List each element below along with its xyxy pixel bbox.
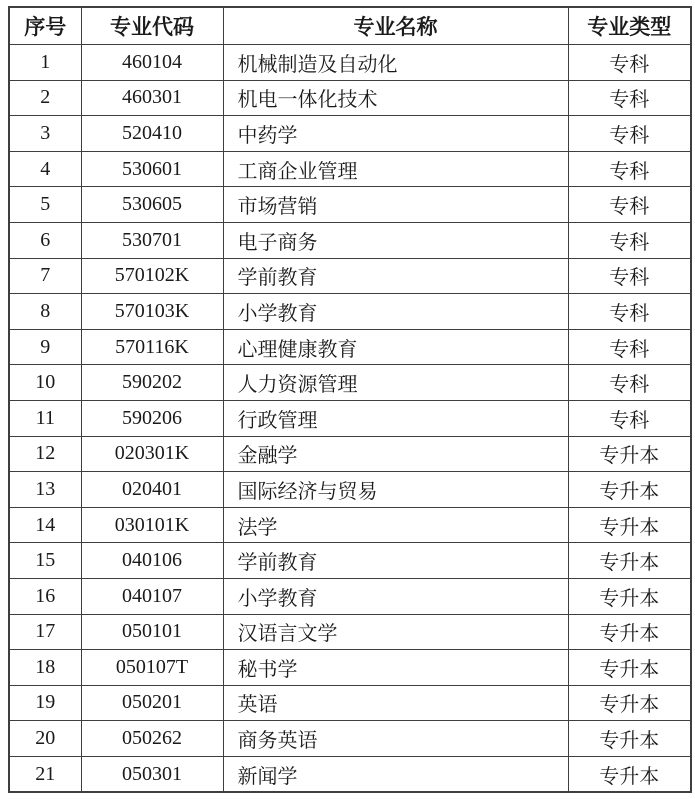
major-name-cell: 机电一体化技术 — [223, 80, 568, 116]
major-name-cell: 新闻学 — [223, 756, 568, 792]
major-code-cell: 570103K — [81, 294, 223, 330]
major-type-cell: 专科 — [568, 365, 691, 401]
major-name-cell: 机械制造及自动化 — [223, 45, 568, 81]
table-row — [9, 685, 691, 721]
table-row — [9, 187, 691, 223]
table-row — [9, 756, 691, 792]
major-type-cell: 专升本 — [568, 650, 691, 686]
major-type-cell: 专科 — [568, 329, 691, 365]
table-row — [9, 507, 691, 543]
serial-cell: 1 — [9, 45, 81, 81]
major-type-cell: 专升本 — [568, 756, 691, 792]
table-row — [9, 436, 691, 472]
table-body — [9, 45, 691, 793]
major-type-cell: 专科 — [568, 258, 691, 294]
major-code-cell: 050107T — [81, 650, 223, 686]
major-code-cell: 030101K — [81, 507, 223, 543]
major-code-cell: 040106 — [81, 543, 223, 579]
major-name-cell: 小学教育 — [223, 578, 568, 614]
major-type-cell: 专科 — [568, 400, 691, 436]
major-type-cell: 专升本 — [568, 472, 691, 508]
major-name-cell: 市场营销 — [223, 187, 568, 223]
serial-cell: 5 — [9, 187, 81, 223]
column-header-major-type: 专业类型 — [568, 7, 691, 45]
major-code-cell: 590202 — [81, 365, 223, 401]
column-header-major-name: 专业名称 — [223, 7, 568, 45]
major-name-cell: 工商企业管理 — [223, 151, 568, 187]
major-name-cell: 中药学 — [223, 116, 568, 152]
major-name-cell: 英语 — [223, 685, 568, 721]
major-type-cell: 专升本 — [568, 436, 691, 472]
table-row — [9, 116, 691, 152]
major-code-cell: 020301K — [81, 436, 223, 472]
serial-cell: 12 — [9, 436, 81, 472]
majors-table — [8, 6, 692, 793]
major-code-cell: 050201 — [81, 685, 223, 721]
major-name-cell: 法学 — [223, 507, 568, 543]
major-code-cell: 590206 — [81, 400, 223, 436]
major-type-cell: 专科 — [568, 294, 691, 330]
table-row — [9, 329, 691, 365]
column-header-major-code: 专业代码 — [81, 7, 223, 45]
serial-cell: 9 — [9, 329, 81, 365]
table-header-row — [9, 7, 691, 45]
major-type-cell: 专科 — [568, 80, 691, 116]
major-name-cell: 秘书学 — [223, 650, 568, 686]
column-header-serial: 序号 — [9, 7, 81, 45]
table-row — [9, 151, 691, 187]
table-row — [9, 80, 691, 116]
major-code-cell: 020401 — [81, 472, 223, 508]
table-row — [9, 400, 691, 436]
serial-cell: 13 — [9, 472, 81, 508]
table-row — [9, 543, 691, 579]
major-code-cell: 530605 — [81, 187, 223, 223]
serial-cell: 3 — [9, 116, 81, 152]
major-type-cell: 专科 — [568, 45, 691, 81]
serial-cell: 10 — [9, 365, 81, 401]
serial-cell: 11 — [9, 400, 81, 436]
major-name-cell: 金融学 — [223, 436, 568, 472]
major-code-cell: 040107 — [81, 578, 223, 614]
serial-cell: 7 — [9, 258, 81, 294]
major-type-cell: 专升本 — [568, 578, 691, 614]
major-code-cell: 570116K — [81, 329, 223, 365]
table-row — [9, 650, 691, 686]
major-code-cell: 050301 — [81, 756, 223, 792]
serial-cell: 8 — [9, 294, 81, 330]
major-code-cell: 570102K — [81, 258, 223, 294]
major-name-cell: 汉语言文学 — [223, 614, 568, 650]
major-name-cell: 行政管理 — [223, 400, 568, 436]
major-type-cell: 专科 — [568, 116, 691, 152]
major-type-cell: 专升本 — [568, 507, 691, 543]
major-type-cell: 专科 — [568, 151, 691, 187]
major-type-cell: 专升本 — [568, 614, 691, 650]
table-row — [9, 222, 691, 258]
table-row — [9, 294, 691, 330]
serial-cell: 6 — [9, 222, 81, 258]
table-row — [9, 721, 691, 757]
table-row — [9, 45, 691, 81]
major-name-cell: 学前教育 — [223, 543, 568, 579]
major-type-cell: 专科 — [568, 222, 691, 258]
serial-cell: 18 — [9, 650, 81, 686]
serial-cell: 15 — [9, 543, 81, 579]
serial-cell: 16 — [9, 578, 81, 614]
table-row — [9, 365, 691, 401]
major-code-cell: 530601 — [81, 151, 223, 187]
major-type-cell: 专升本 — [568, 543, 691, 579]
major-type-cell: 专升本 — [568, 685, 691, 721]
major-code-cell: 050262 — [81, 721, 223, 757]
major-name-cell: 心理健康教育 — [223, 329, 568, 365]
major-name-cell: 国际经济与贸易 — [223, 472, 568, 508]
table-row — [9, 614, 691, 650]
major-code-cell: 460104 — [81, 45, 223, 81]
major-code-cell: 050101 — [81, 614, 223, 650]
serial-cell: 17 — [9, 614, 81, 650]
serial-cell: 4 — [9, 151, 81, 187]
major-name-cell: 人力资源管理 — [223, 365, 568, 401]
serial-cell: 14 — [9, 507, 81, 543]
major-code-cell: 530701 — [81, 222, 223, 258]
table-row — [9, 472, 691, 508]
major-name-cell: 商务英语 — [223, 721, 568, 757]
table-row — [9, 578, 691, 614]
major-name-cell: 学前教育 — [223, 258, 568, 294]
table-row — [9, 258, 691, 294]
major-type-cell: 专升本 — [568, 721, 691, 757]
major-name-cell: 电子商务 — [223, 222, 568, 258]
serial-cell: 2 — [9, 80, 81, 116]
major-type-cell: 专科 — [568, 187, 691, 223]
serial-cell: 19 — [9, 685, 81, 721]
serial-cell: 21 — [9, 756, 81, 792]
major-code-cell: 460301 — [81, 80, 223, 116]
serial-cell: 20 — [9, 721, 81, 757]
major-name-cell: 小学教育 — [223, 294, 568, 330]
major-code-cell: 520410 — [81, 116, 223, 152]
